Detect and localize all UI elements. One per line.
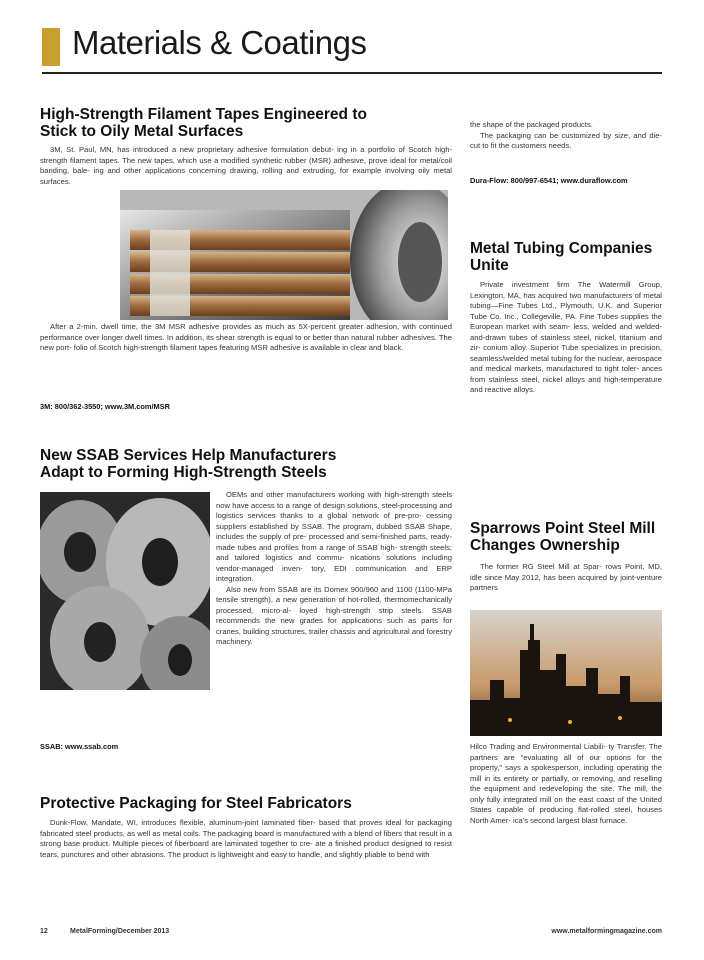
article-1-paragraph: 3M, St. Paul, MN, has introduced a new proprietary adhesive formulation debut- ing in a portfolio of Scotch high-strength filament tapes. The new tapes, which use a modified synthetic rubber (MSR) adhesive, prove ideal for metal/coil banding, bale- ing and other applications concerning drawing, rolling and extruding, for example involving oily metal surfaces. — [40, 145, 452, 186]
article-4-headline: Metal Tubing Companies Unite — [470, 240, 653, 274]
article-2-contact: SSAB: www.ssab.com — [40, 742, 119, 751]
steel-mill-photo — [470, 610, 662, 736]
section-title: Materials & Coatings — [72, 24, 367, 61]
article-3-headline: Protective Packaging for Steel Fabricators — [40, 795, 352, 812]
article-3-body-continued — [470, 120, 662, 152]
article-2-paragraph: Also new from SSAB are its Domex 900/960 and 1100 (1100-MPa tensile strength), a new generation of hot-rolled, thermomechanically processed, micro-al- loyed high-strength strip steels. SSAB recommends the new grades for applications such as parts for cranes, building structures, trailer chassis and agricultural and forestry machinery. — [216, 584, 452, 646]
article-4-body — [470, 280, 662, 396]
publication-name: MetalForming/December 2013 — [70, 928, 170, 935]
page-number: 12 — [40, 928, 48, 935]
article-1-body-continued — [40, 322, 452, 354]
title-rule — [42, 72, 662, 74]
article-3-paragraph: Dunk-Flow, Mandate, WI, introduces flexible, aluminum-joint laminated fiber- based that proves ideal for packaging fabricated steel products, as well as metal coils. The packaging board is manufactured with a blend of fibers that result in a strong base product. Multiple pieces of fiberboard are laminated together to cre- ate a finished product designed to resist tears, punctures and other abrasions. The product is lightweight and easy to handle, and slightly pliable to bend with — [40, 818, 452, 859]
article-1-paragraph: After a 2-min. dwell time, the 3M MSR adhesive provides as much as 5X-percent greater adhesion, with continued performance over longer dwell times. In addition, its shear strength is equal to or better than natural rubber adhesives. The new port- folio of Scotch high-strength filament tapes featuring MSR adhesive is available in clear and black. — [40, 322, 452, 352]
article-5-headline: Sparrows Point Steel Mill Changes Ownership — [470, 520, 656, 554]
article-2-headline: New SSAB Services Help Manufacturers Adapt to Forming High-Strength Steels — [40, 447, 337, 481]
article-5-paragraph: The former RG Steel Mill at Spar- rows Point, MD, idle since May 2012, has been acquired by joint-venture partners — [470, 562, 662, 592]
coils-photo — [40, 492, 210, 690]
article-1-headline: High-Strength Filament Tapes Engineered to Stick to Oily Metal Surfaces — [40, 106, 367, 140]
article-2-paragraph: OEMs and other manufacturers working with high-strength steels now have access to a range of design solutions, steel-processing and logistics services thanks to a global network of pre-pro- cessing suppliers established by SSAB. The program, dubbed SSAB Shape, includes the supply of pre- processed and semi-finished parts, ready-made tubes and profiles from a range of SSAB high- strength steels; and tailored logistics and commu- nications solutions including vendor-managed inven- tory, EDI communication and ERP integration. — [216, 490, 452, 583]
article-3-paragraph: The packaging can be customized by size, and die-cut to fit the customers needs. — [470, 130, 662, 150]
article-3-body — [40, 818, 452, 860]
article-2-body — [216, 490, 452, 648]
article-3-contact: Dura-Flow: 800/997-6541; www.duraflow.com — [470, 176, 628, 185]
footer-url: www.metalformingmagazine.com — [551, 928, 662, 935]
article-5-body-continued — [470, 742, 662, 826]
tape-photo — [120, 190, 448, 320]
article-4-paragraph: Private investment firm The Watermill Group, Lexington, MA, has acquired two manufacturers of metal tubing—Fine Tubes Ltd., Plymouth, U.K. and Superior Tube Co. Inc., Collegeville, PA. Fine Tubes supplies the European market with seam- less, welded and welded-and-drawn tubes of stainless steel, nickel, titanium and zir- conium alloy. Superior Tube specializes in precision, seamless/welded metal tubing for the nuclear, aerospace and medical markets, manufactured to tight toler- ances from stainless steel, nickel alloys and high-temperature and reactive alloys. — [470, 280, 662, 394]
section-accent-bar — [42, 28, 60, 66]
article-1-contact: 3M: 800/362-3550; www.3M.com/MSR — [40, 402, 170, 411]
article-3-paragraph: the shape of the packaged products. — [470, 120, 593, 129]
article-5-body — [470, 562, 662, 594]
article-5-paragraph: Hilco Trading and Environmental Liabili- ty Transfer. The partners are "evaluating all of our options for the property," says a spokesperson, including operating the mill in its entirety or partially, or removing, and reselling the equipment and redeveloping the site. The mill, the only fully integrated mill on the east coast of the United States capable of producing flat-rolled steel, houses North Amer- ica's second largest blast furnace. — [470, 742, 662, 825]
